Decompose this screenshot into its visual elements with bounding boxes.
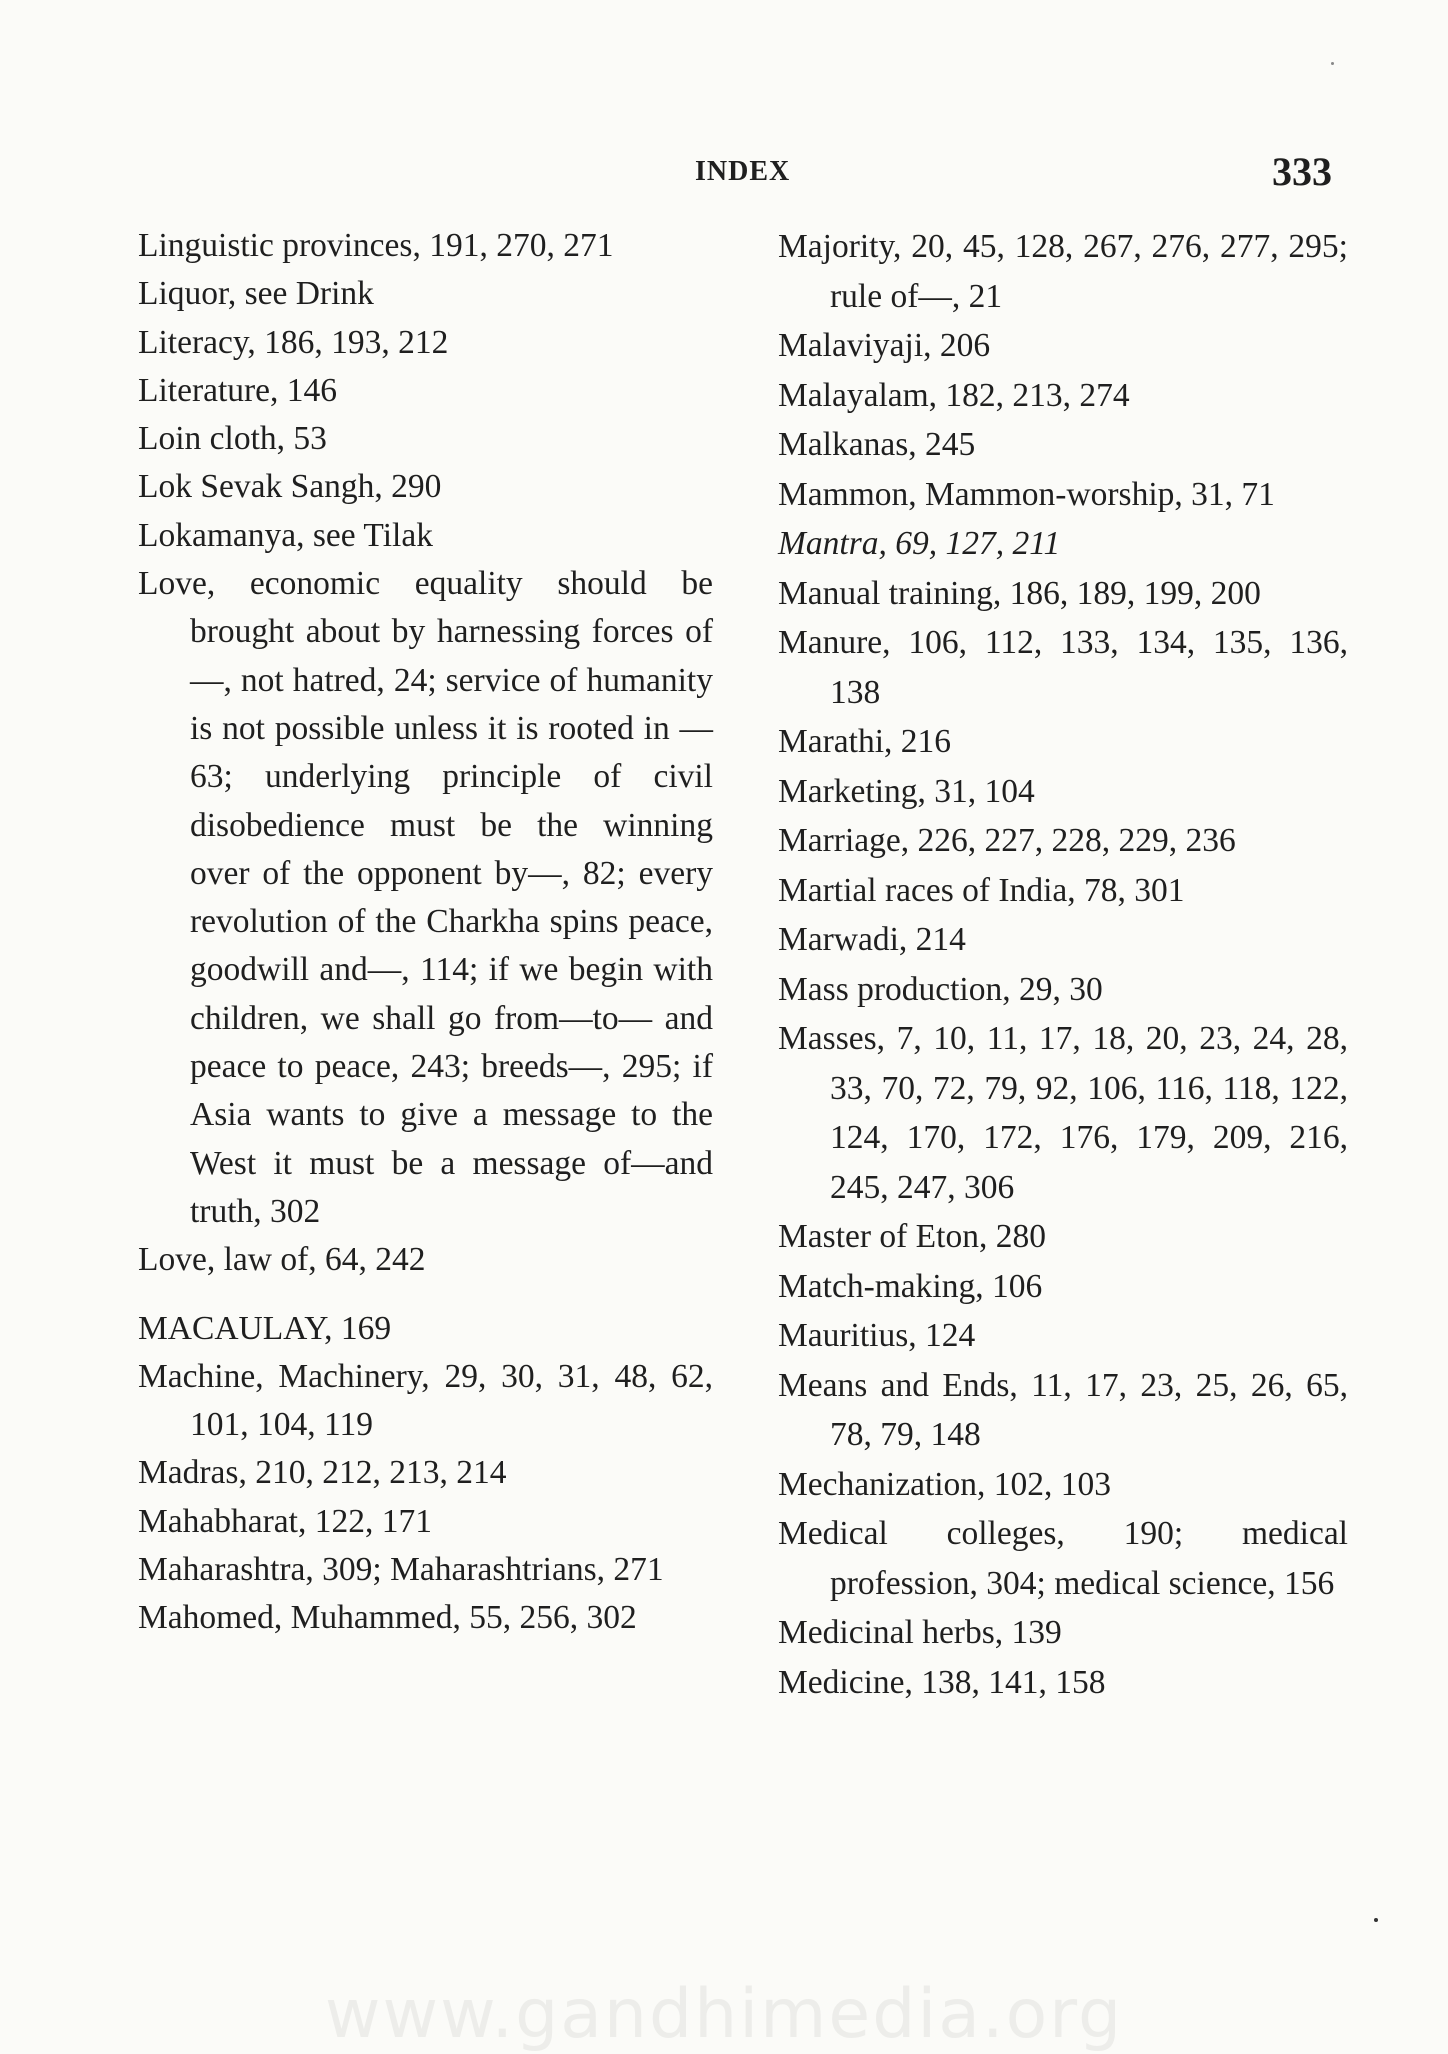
index-entry: Majority, 20, 45, 128, 267, 276, 277, 295; rule of—, 21 (778, 228, 1348, 315)
index-entry: Malaviyaji, 206 (778, 327, 991, 364)
index-entry: Mahomed, Muhammed, 55, 256, 302 (138, 1599, 637, 1637)
index-entry: Madras, 210, 212, 213, 214 (138, 1454, 507, 1492)
index-column-right (778, 222, 1348, 1707)
index-entry: Mahabharat, 122, 171 (138, 1502, 432, 1540)
index-entry: Mammon, Mammon-worship, 31, 71 (778, 475, 1275, 513)
running-head: INDEX (695, 156, 791, 187)
index-entry: Marwadi, 214 (778, 921, 966, 958)
index-entry: Manure, 106, 112, 133, 134, 135, 136, 138 (778, 624, 1348, 711)
index-entry: Malkanas, 245 (778, 426, 976, 463)
index-entry: Masses, 7, 10, 11, 17, 18, 20, 23, 24, 28, 33, 70, 72, 79, 92, 106, 116, 118, 122, 124, 170, 172, 176, 179, 209, 216, 245, 247, 306 (778, 1020, 1348, 1206)
index-entry: Maharashtra, 309; Maharashtrians, 271 (138, 1551, 664, 1589)
scan-speck (1374, 1918, 1378, 1922)
index-entry: Martial races of India, 78, 301 (778, 871, 1185, 909)
scan-speck (1331, 62, 1334, 65)
index-entry: Loin cloth, 53 (138, 420, 327, 458)
index-entry: Mauritius, 124 (778, 1317, 976, 1354)
index-entry: Lokamanya, see Tilak (138, 516, 433, 554)
index-entry: Love, economic equality should be brought about by harnessing forces of—, not hatred, 24; service of humanity is not possible unless it is rooted in —63; underlying principle of civil disobedience must be the winning over of the opponent by—, 82; every revolution of the Charkha spins peace, goodwill and—, 114; if we begin with children, we shall go from—to— and peace to peace, 243; breeds—, 295; if Asia wants to give a message to the West it must be a message of—and truth, 302 (138, 565, 713, 1230)
index-entry: Liquor, see Drink (138, 275, 374, 313)
index-entry: Machine, Machinery, 29, 30, 31, 48, 62, 101, 104, 119 (138, 1357, 713, 1444)
index-entry: Linguistic provinces, 191, 270, 271 (138, 227, 614, 264)
index-entry: Mantra, 69, 127, 211 (778, 525, 1061, 562)
index-entry: Marketing, 31, 104 (778, 772, 1035, 810)
index-entry: Means and Ends, 11, 17, 23, 25, 26, 65, 78, 79, 148 (778, 1366, 1348, 1453)
index-entry: Literature, 146 (138, 371, 338, 409)
index-entry: Mass production, 29, 30 (778, 970, 1103, 1008)
index-entry: Medicine, 138, 141, 158 (778, 1663, 1106, 1701)
index-entry: Lok Sevak Sangh, 290 (138, 468, 442, 506)
index-entry: Love, law of, 64, 242 (138, 1241, 426, 1279)
index-entry: Malayalam, 182, 213, 274 (778, 376, 1130, 414)
index-entry: Master of Eton, 280 (778, 1218, 1046, 1255)
index-entry: Match-making, 106 (778, 1267, 1043, 1305)
index-entry: Medical colleges, 190; medical profession, 304; medical science, 156 (778, 1515, 1348, 1602)
index-entry: Manual training, 186, 189, 199, 200 (778, 574, 1261, 612)
index-entry: Marathi, 216 (778, 723, 952, 760)
page-header (0, 150, 1448, 210)
index-column-left (138, 222, 713, 1643)
page-number: 333 (1272, 149, 1332, 194)
index-entry: Marriage, 226, 227, 228, 229, 236 (778, 822, 1236, 859)
index-entry: Medicinal herbs, 139 (778, 1614, 1062, 1651)
index-entry: MACAULAY, 169 (138, 1309, 392, 1347)
watermark: www.gandhimedia.org (324, 1975, 1124, 2054)
index-entry: Mechanization, 102, 103 (778, 1465, 1112, 1503)
index-entry: Literacy, 186, 193, 212 (138, 323, 449, 361)
